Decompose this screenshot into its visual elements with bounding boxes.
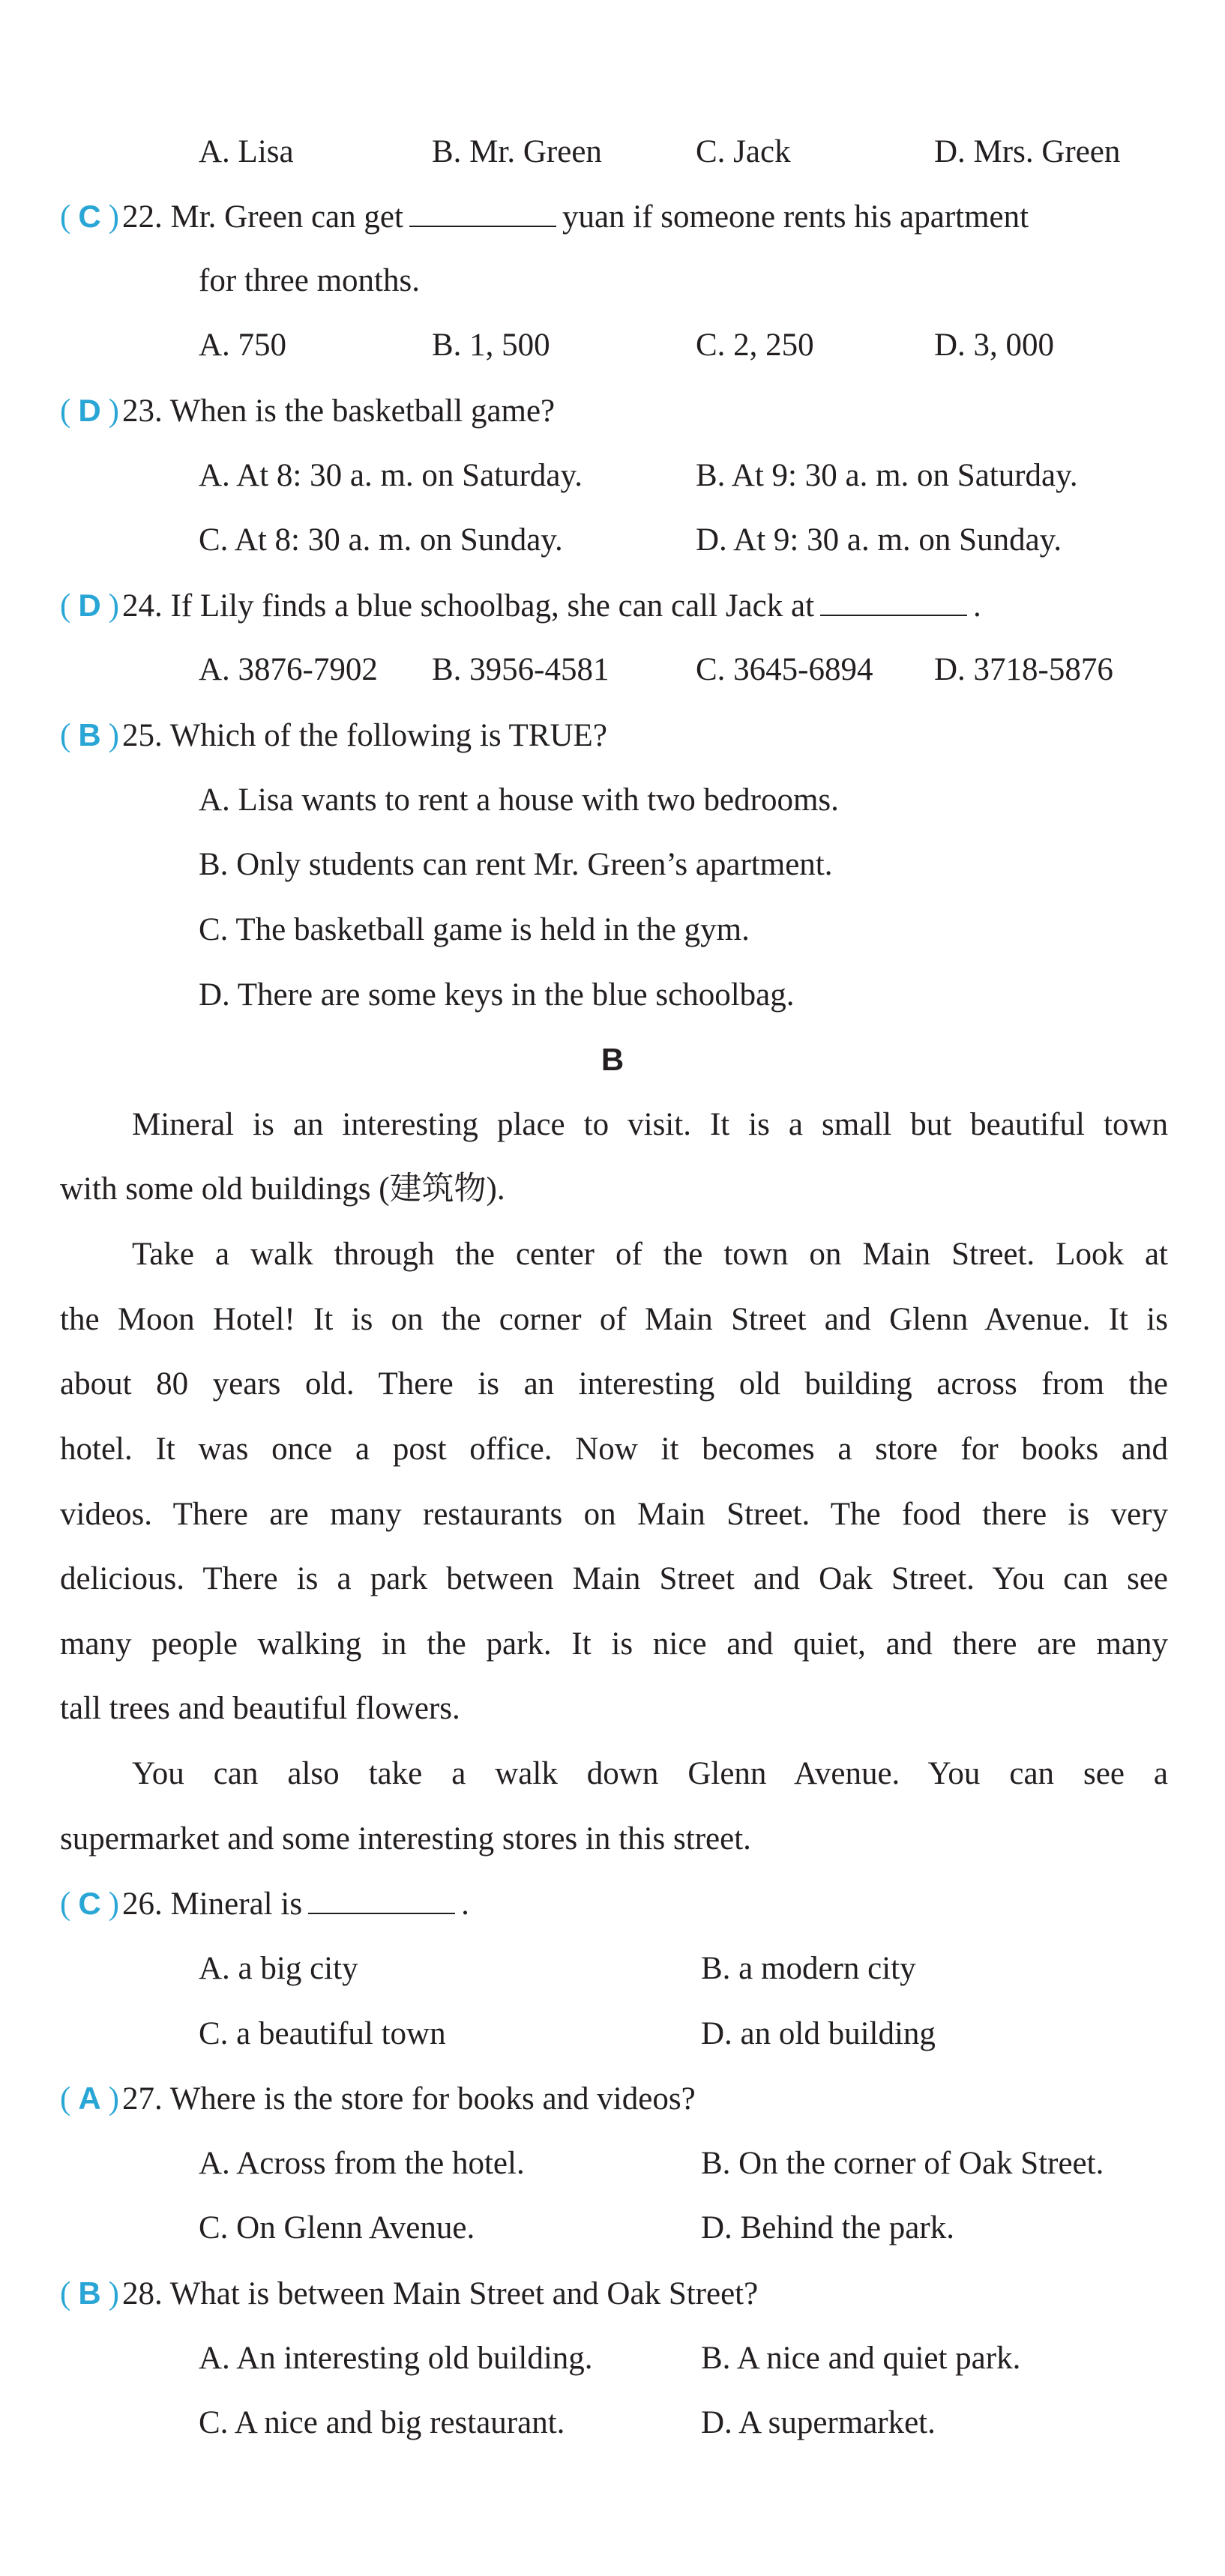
q25-option-a-row xyxy=(0,778,1225,823)
q21-options xyxy=(0,130,1225,175)
passage-p1-line1: Mineral is an interesting place to visit. It is a small but beautiful town xyxy=(132,1107,1168,1142)
q22-option-d: D. 3, 000 xyxy=(934,328,1055,363)
question-26-stem xyxy=(60,1881,469,1927)
q26-option-b: B. a modern city xyxy=(701,1951,916,1986)
q27-option-c: C. On Glenn Avenue. xyxy=(199,2210,475,2245)
q23-option-b: B. At 9: 30 a. m. on Saturday. xyxy=(696,458,1078,493)
q27-option-b: B. On the corner of Oak Street. xyxy=(701,2146,1104,2181)
answer-25: B xyxy=(78,717,101,752)
answer-paren-close: ) xyxy=(108,2081,119,2117)
answer-22: C xyxy=(78,199,101,234)
answer-27: A xyxy=(78,2081,101,2116)
q25-option-a: A. Lisa wants to rent a house with two bedrooms. xyxy=(199,782,839,818)
question-22 xyxy=(0,194,1225,239)
answer-paren-open: ( xyxy=(60,718,71,753)
answer-blank xyxy=(409,196,556,227)
q23-option-c: C. At 8: 30 a. m. on Sunday. xyxy=(199,522,563,558)
question-23 xyxy=(0,388,1225,433)
q25-option-d-row xyxy=(0,973,1225,1018)
passage-p1-line2: with some old buildings (建筑物). xyxy=(60,1171,505,1207)
answer-paren-open: ( xyxy=(60,393,71,429)
q25-option-d: D. There are some keys in the blue schoolbag. xyxy=(199,977,795,1013)
q28-option-a: A. An interesting old building. xyxy=(199,2341,593,2376)
q22-option-a: A. 750 xyxy=(199,328,287,363)
answer-paren-open: ( xyxy=(60,2276,71,2311)
answer-26: C xyxy=(78,1886,101,1921)
question-22-stem xyxy=(60,194,1029,240)
answer-paren-open: ( xyxy=(60,2081,71,2117)
answer-paren-open: ( xyxy=(60,1886,71,1922)
answer-paren-close: ) xyxy=(108,718,119,753)
passage-p2-line1: Take a walk through the center of the town on Main Street. Look at xyxy=(132,1237,1168,1272)
passage-p2-line6: delicious. There is a park between Main Street and Oak Street. You can see xyxy=(60,1561,1168,1596)
q28-option-c: C. A nice and big restaurant. xyxy=(199,2405,565,2440)
q22-option-c: C. 2, 250 xyxy=(696,328,814,363)
q24-options xyxy=(0,648,1225,693)
q24-option-b: B. 3956-4581 xyxy=(432,652,610,687)
q28-options-row2 xyxy=(0,2401,1225,2446)
q24-option-a: A. 3876-7902 xyxy=(199,652,378,687)
q27-options-row2 xyxy=(0,2206,1225,2251)
question-23-stem xyxy=(60,388,555,434)
q25-option-c-row xyxy=(0,908,1225,953)
q23-options-row1 xyxy=(0,453,1225,498)
passage-p2-line3: about 80 years old. There is an interesting old building across from the xyxy=(60,1366,1168,1402)
question-22-text-line2: for three months. xyxy=(199,263,420,298)
q25-option-b: B. Only students can rent Mr. Green’s apartment. xyxy=(199,847,833,882)
question-27 xyxy=(0,2076,1225,2121)
question-25 xyxy=(0,713,1225,758)
question-25-text: 25. Which of the following is TRUE? xyxy=(122,718,607,753)
answer-paren-open: ( xyxy=(60,588,71,624)
question-23-text: 23. When is the basketball game? xyxy=(122,393,556,429)
passage-p2-line4: hotel. It was once a post office. Now it becomes a store for books and xyxy=(60,1432,1168,1467)
q26-option-a: A. a big city xyxy=(199,1951,358,1986)
q24-option-d: D. 3718-5876 xyxy=(934,652,1113,687)
question-25-stem xyxy=(60,713,607,758)
passage-p2-line8: tall trees and beautiful flowers. xyxy=(60,1691,460,1726)
passage-p3-line2: supermarket and some interesting stores in this street. xyxy=(60,1821,751,1856)
q27-option-d: D. Behind the park. xyxy=(701,2210,954,2245)
answer-blank xyxy=(308,1883,455,1914)
q26-option-d: D. an old building xyxy=(701,2016,936,2051)
question-26 xyxy=(0,1881,1225,1926)
question-22-line2 xyxy=(0,259,1225,304)
q27-option-a: A. Across from the hotel. xyxy=(199,2146,525,2181)
q25-option-c: C. The basketball game is held in the gym. xyxy=(199,912,750,947)
question-24-text: 24. If Lily finds a blue schoolbag, she can call Jack at xyxy=(122,588,815,624)
q27-options-row1 xyxy=(0,2141,1225,2186)
answer-paren-close: ) xyxy=(108,1886,119,1922)
question-24-stem xyxy=(60,583,981,629)
answer-paren-open: ( xyxy=(60,199,71,235)
q26-option-c: C. a beautiful town xyxy=(199,2016,446,2051)
passage-p3-line1: You can also take a walk down Glenn Avenue. You can see a xyxy=(132,1756,1168,1791)
question-24 xyxy=(0,583,1225,628)
question-22-text: 22. Mr. Green can get xyxy=(122,199,403,235)
q25-option-b-row xyxy=(0,842,1225,887)
q28-options-row1 xyxy=(0,2336,1225,2381)
question-26-text: 26. Mineral is xyxy=(122,1886,303,1922)
q26-options-row1 xyxy=(0,1946,1225,1991)
q28-option-d: D. A supermarket. xyxy=(701,2405,936,2440)
question-26-text-after: . xyxy=(461,1886,469,1922)
q23-option-a: A. At 8: 30 a. m. on Saturday. xyxy=(199,458,583,493)
question-28-text: 28. What is between Main Street and Oak Street? xyxy=(122,2276,759,2311)
answer-paren-close: ) xyxy=(108,393,119,429)
question-27-text: 27. Where is the store for books and videos? xyxy=(122,2081,696,2117)
passage-p2-line2: the Moon Hotel! It is on the corner of Main Street and Glenn Avenue. It is xyxy=(60,1302,1168,1337)
q26-options-row2 xyxy=(0,2012,1225,2057)
q22-option-b: B. 1, 500 xyxy=(432,328,550,363)
question-27-stem xyxy=(60,2076,696,2122)
answer-paren-close: ) xyxy=(108,588,119,624)
q21-option-d: D. Mrs. Green xyxy=(934,134,1121,169)
question-28 xyxy=(0,2271,1225,2316)
q28-option-b: B. A nice and quiet park. xyxy=(701,2341,1021,2376)
q23-options-row2 xyxy=(0,518,1225,563)
q22-options xyxy=(0,323,1225,368)
q21-option-a: A. Lisa xyxy=(199,134,294,169)
q21-option-b: B. Mr. Green xyxy=(432,134,602,169)
question-22-text-after: yuan if someone rents his apartment xyxy=(562,199,1029,235)
question-24-text-after: . xyxy=(973,588,981,624)
passage-p2-line7: many people walking in the park. It is nice and quiet, and there are many xyxy=(60,1626,1168,1662)
answer-blank xyxy=(820,585,967,616)
answer-28: B xyxy=(78,2275,101,2311)
answer-paren-close: ) xyxy=(108,2276,119,2311)
answer-24: D xyxy=(78,588,101,623)
question-28-stem xyxy=(60,2271,758,2317)
section-b-title: B xyxy=(601,1042,624,1077)
answer-23: D xyxy=(78,393,101,428)
passage-p2-line5: videos. There are many restaurants on Main Street. The food there is very xyxy=(60,1497,1168,1532)
answer-paren-close: ) xyxy=(108,199,119,235)
q21-option-c: C. Jack xyxy=(696,134,791,169)
q23-option-d: D. At 9: 30 a. m. on Sunday. xyxy=(696,522,1062,558)
q24-option-c: C. 3645-6894 xyxy=(696,652,873,687)
